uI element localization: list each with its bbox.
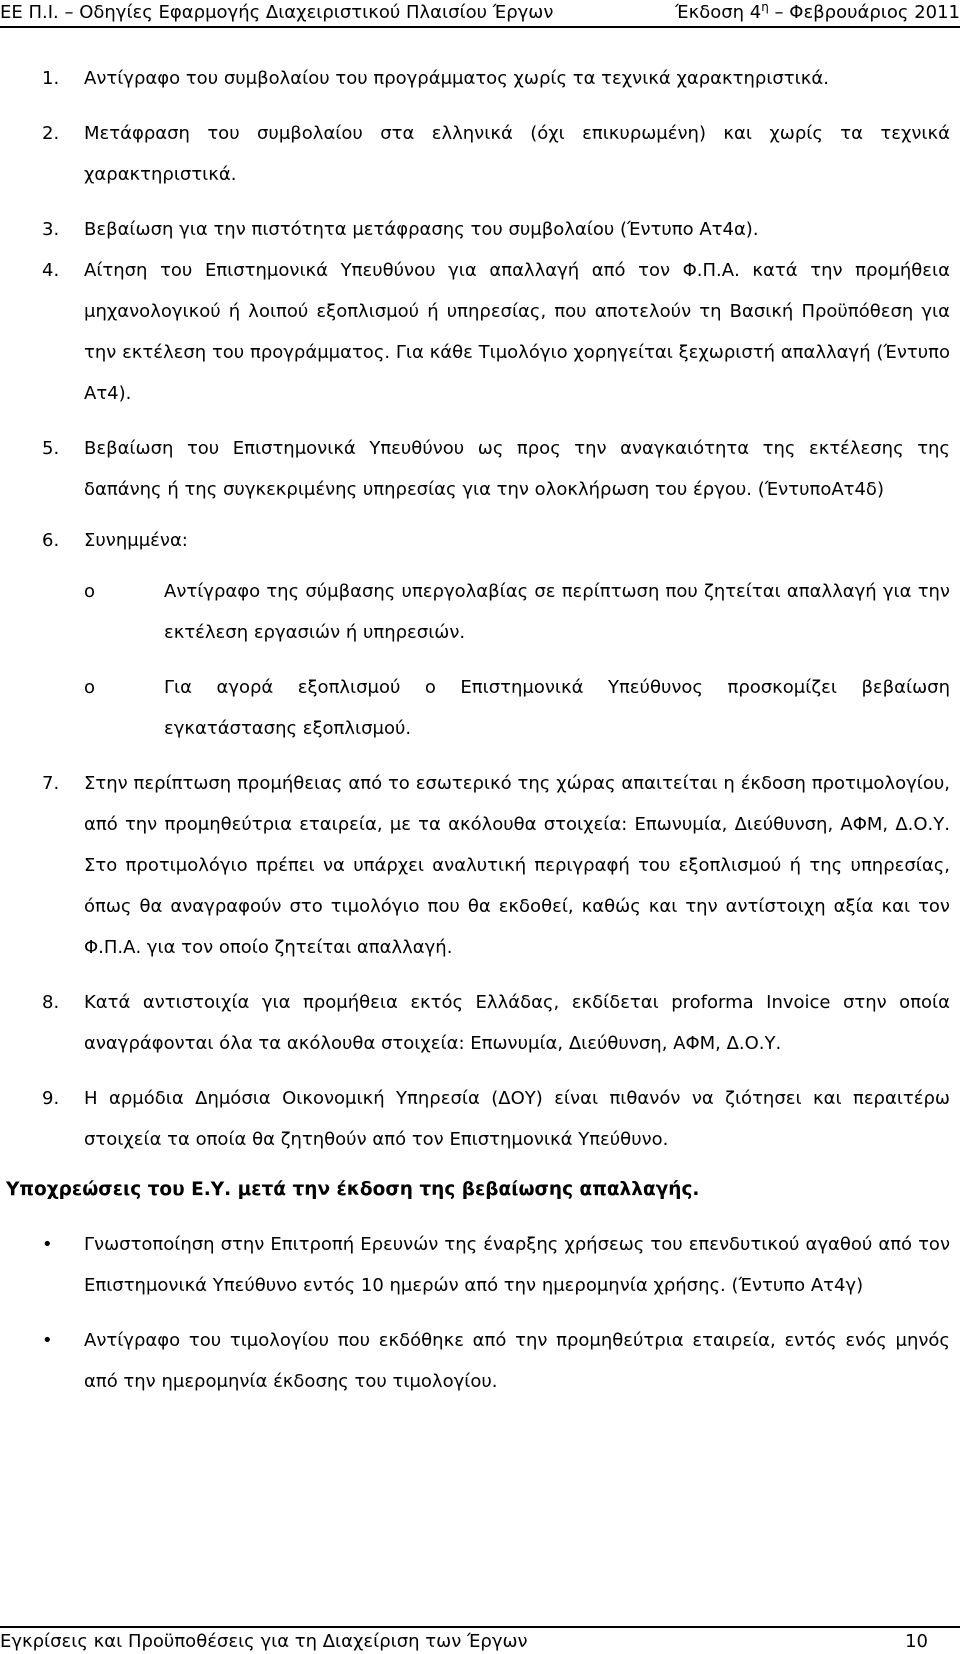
page-footer [0,1626,960,1654]
list-item: 7. Στην περίπτωση προμήθειας από το εσωτερικό της χώρας απαιτείται η έκδοση προτιμολογίου, από την προμηθεύτρια εταιρεία, με τα ακόλουθα στοιχεία: Επωνυμία, Διεύθυνση, ΑΦΜ, Δ.Ο.Υ. Στο προτιμολόγιο πρέπει να υπάρχει αναλυτική περιγραφή του εξοπλισμού ή της υπηρεσίας, όπως θα αναγραφούν στο τιμολόγιο που θα εκδοθεί, καθώς και την αντίστοιχη αξία και τον Φ.Π.Α. για τον οποίο ζητείται απαλλαγή. [42,773,950,958]
list-item: 2. Μετάφραση του συμβολαίου στα ελληνικά (όχι επικυρωμένη) και χωρίς τα τεχνικά χαρακτηριστικά. [42,123,950,185]
sub-list-item: o Αντίγραφο της σύμβασης υπεργολαβίας σε περίπτωση που ζητείται απαλλαγή για την εκτέλεση εργασιών ή υπηρεσιών. [84,581,950,643]
footer-title: Εγκρίσεις και Προϋποθέσεις για τη Διαχείριση των Έργων [0,1630,528,1652]
list-item: 6. Συνημμένα: [42,530,188,551]
document-body [0,58,960,1402]
list-item: 1. Αντίγραφο του συμβολαίου του προγράμματος χωρίς τα τεχνικά χαρακτηριστικά. [42,68,829,89]
list-item: 3. Βεβαίωση για την πιστότητα μετάφρασης του συμβολαίου (Έντυπο Ατ4α). [42,219,759,240]
page-header [0,0,960,28]
list-item: 8. Κατά αντιστοιχία για προμήθεια εκτός Ελλάδας, εκδίδεται proforma Invoice στην οποία αναγράφονται όλα τα ακόλουθα στοιχεία: Επωνυμία, Διεύθυνση, ΑΦΜ, Δ.Ο.Υ. [42,992,950,1054]
list-item: 9. Η αρμόδια Δημόσια Οικονομική Υπηρεσία (ΔΟΥ) είναι πιθανόν να ζιότησει και περαιτέρω στοιχεία τα οποία θα ζητηθούν από τον Επιστημονικά Υπεύθυνο. [42,1088,950,1150]
header-title: ΕΕ Π.Ι. – Οδηγίες Εφαρμογής Διαχειριστικού Πλαισίου Έργων [0,2,554,23]
sub-list-item: o Για αγορά εξοπλισμού ο Επιστημονικά Υπεύθυνος προσκομίζει βεβαίωση εγκατάστασης εξοπλισμού. [84,677,950,739]
list-item: 5. Βεβαίωση του Επιστημονικά Υπευθύνου ως προς την αναγκαιότητα της εκτέλεσης της δαπάνης ή της συγκεκριμένης υπηρεσίας για την ολοκλήρωση του έργου. (ΈντυποΑτ4δ) [42,438,950,500]
bullet-item: • Αντίγραφο του τιμολογίου που εκδόθηκε από την προμηθεύτρια εταιρεία, εντός ενός μηνός από την ημερομηνία έκδοσης του τιμολογίου. [42,1330,950,1392]
header-edition: Έκδοση $4^\eta$ – Φεβρουάριος 2011 [675,0,960,23]
section-heading: Υποχρεώσεις του Ε.Υ. μετά την έκδοση της βεβαίωσης απαλλαγής. [6,1179,700,1200]
page-number: 10 [905,1630,928,1652]
bullet-item: • Γνωστοποίηση στην Επιτροπή Ερευνών της έναρξης χρήσεως του επενδυτικού αγαθού από τον Επιστημονικά Υπεύθυνο εντός 10 ημερών από την ημερομηνία χρήσης. (Έντυπο Ατ4γ) [42,1234,950,1296]
list-item: 4. Αίτηση του Επιστημονικά Υπευθύνου για απαλλαγή από τον Φ.Π.Α. κατά την προμήθεια μηχανολογικού ή λοιπού εξοπλισμού ή υπηρεσίας, που αποτελούν τη Βασική Προϋπόθεση για την εκτέλεση του προγράμματος. Για κάθε Τιμολόγιο χορηγείται ξεχωριστή απαλλαγή (Έντυπο Ατ4). [42,260,950,404]
